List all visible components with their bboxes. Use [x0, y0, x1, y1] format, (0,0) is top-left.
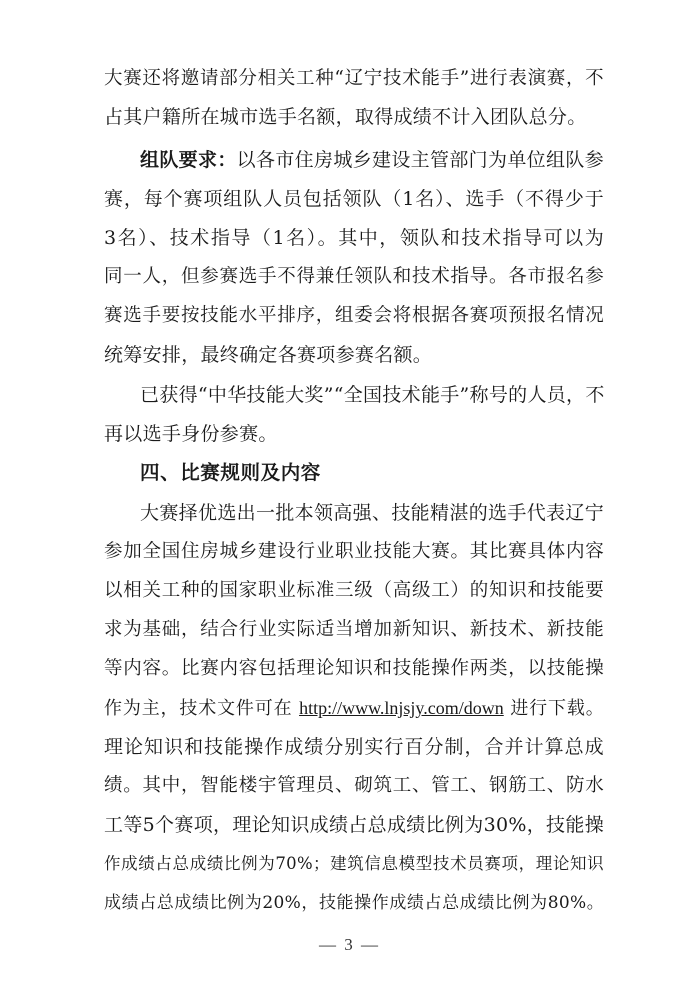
paragraph-line: 作成绩占总成绩比例为70%；建筑信息模型技术员赛项，理论知识	[104, 854, 604, 873]
paragraph-text: 作为主，技术文件可在	[104, 698, 293, 719]
paragraph-line: 统筹安排，最终确定各赛项参赛名额。	[104, 344, 433, 366]
paragraph-line: 3名）、技术指导（1名）。其中，领队和技术指导可以为	[104, 227, 604, 249]
paragraph-line: 以相关工种的国家职业标准三级（高级工）的知识和技能要	[104, 580, 604, 601]
download-link[interactable]: http://www.lnjsjy.com/down	[299, 698, 504, 718]
paragraph-line: 等内容。比赛内容包括理论知识和技能操作两类，以技能操	[104, 658, 604, 679]
paragraph-line: 参加全国住房城乡建设行业职业技能大赛。其比赛具体内容	[104, 541, 604, 562]
paragraph-line: 赛，每个赛项组队人员包括领队（1名）、选手（不得少于	[104, 188, 604, 210]
team-requirements-label: 组队要求：	[140, 149, 237, 171]
team-requirements-line	[140, 141, 604, 179]
paragraph-line: 成绩占总成绩比例为20%，技能操作成绩占总成绩比例为80%。	[104, 893, 604, 913]
paragraph-line-with-link	[104, 689, 604, 727]
paragraph-line: 工等5个赛项，理论知识成绩占总成绩比例为30%，技能操	[104, 814, 604, 836]
paragraph-line: 占其户籍所在城市选手名额，取得成绩不计入团队总分。	[104, 106, 587, 128]
paragraph-line: 大赛还将邀请部分相关工种“辽宁技术能手”进行表演赛，不	[104, 68, 604, 89]
paragraph-text: 进行下载。	[510, 698, 605, 719]
paragraph-text: 以各市住房城乡建设主管部门为单位组队参	[236, 149, 604, 171]
paragraph-line: 求为基础，结合行业实际适当增加新知识、新技术、新技能	[104, 619, 604, 640]
paragraph-line: 同一人，但参赛选手不得兼任领队和技术指导。各市报名参	[104, 266, 604, 287]
section-heading: 四、比赛规则及内容	[140, 461, 321, 484]
page-number: — 3 —	[319, 935, 380, 954]
paragraph-line: 绩。其中，智能楼宇管理员、砌筑工、管工、钢筋工、防水	[104, 775, 604, 796]
paragraph-line: 大赛择优选出一批本领高强、技能精湛的选手代表辽宁	[140, 502, 604, 524]
paragraph-line: 已获得“中华技能大奖”“全国技术能手”称号的人员，不	[140, 384, 605, 406]
paragraph-line: 理论知识和技能操作成绩分别实行百分制，合并计算总成	[104, 736, 604, 758]
paragraph-line: 再以选手身份参赛。	[104, 423, 278, 445]
paragraph-line: 赛选手要按技能水平排序，组委会将根据各赛项预报名情况	[104, 305, 604, 326]
